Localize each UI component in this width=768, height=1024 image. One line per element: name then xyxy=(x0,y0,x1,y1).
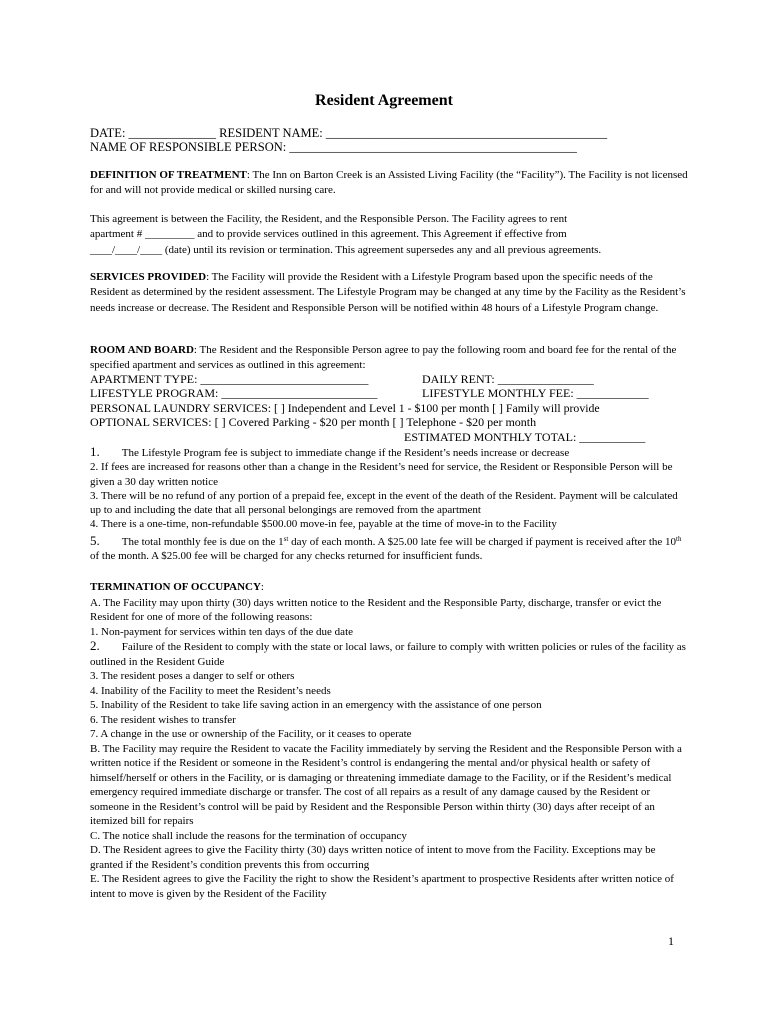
fee-term-5: 5. The total monthly fee is due on the 1st day of each month. A $25.00 late fee will be charged if payment is received after the 10th of the month. A $25.00 fee will be charged for any checks returned for insufficient funds. xyxy=(90,532,682,563)
definition-section xyxy=(90,168,690,199)
agreement-section xyxy=(90,212,690,258)
room-board-text: : The Resident and the Responsible Person agree to pay the following room and board fee for the rental of the specified apartment and services as outlined in this agreement: xyxy=(90,344,677,371)
termination-clause-d: D. The Resident agrees to give the Facility thirty (30) days written notice of intent to move from the Facility. Exceptions may be granted if the Resident’s condition prevents this from occurring xyxy=(90,844,656,871)
services-heading: SERVICES PROVIDED xyxy=(90,271,207,283)
termination-clause-c: C. The notice shall include the reasons for the termination of occupancy xyxy=(90,829,407,842)
document-title: Resident Agreement xyxy=(315,92,453,109)
termination-clause-b: B. The Facility may require the Resident to vacate the Facility immediately by serving the Resident and the Responsible Person with a written notice if the Resident or someone in the Resident’s control is endangering the mental and/or physical health or safety of himself/herself or others in the Facility, or is damaging or threatening immediate damage to the Facility, or if the Resident’s medical emergency required immediate discharge or transfer. The cost of all repairs as a result of any damage caused by the Resident or someone in the Resident’s control will be paid by Resident and the Responsible Person within thirty (30) days after receipt of an itemized bill for repairs xyxy=(90,742,682,827)
termination-reason-7: 7. A change in the use or ownership of the Facility, or it ceases to operate xyxy=(90,728,412,740)
room-board-heading: ROOM AND BOARD xyxy=(90,344,194,356)
services-section xyxy=(90,270,690,316)
page-number: 1 xyxy=(668,934,674,948)
agreement-line-3: ____/____/____ (date) until its revision or termination. This agreement supersedes any and all previous agreements. xyxy=(90,243,602,256)
lifestyle-monthly-fee-field: LIFESTYLE MONTHLY FEE: ____________ xyxy=(422,386,649,401)
personal-laundry-services-line: PERSONAL LAUNDRY SERVICES: [ ] Independent and Level 1 - $100 per month [ ] Family will provide xyxy=(90,400,600,415)
definition-heading: DEFINITION OF TREATMENT xyxy=(90,169,247,181)
estimated-monthly-total-field: ESTIMATED MONTHLY TOTAL: ___________ xyxy=(404,429,646,444)
termination-clause-a: A. The Facility may upon thirty (30) days written notice to the Resident and the Responsible Party, discharge, transfer or evict the Resident for one of more of the following reasons: xyxy=(90,596,662,623)
termination-reason-5: 5. Inability of the Resident to take life saving action in an emergency with the assistance of one person xyxy=(90,699,542,711)
fee-terms-list xyxy=(90,445,690,563)
definition-text: : The Inn on Barton Creek is an Assisted Living Facility (the “Facility”). The Facility is not licensed for and will not provide medical or skilled nursing care. xyxy=(90,169,688,197)
termination-reason-4: 4. Inability of the Facility to meet the Resident’s needs xyxy=(90,684,331,697)
termination-heading: TERMINATION OF OCCUPANCY xyxy=(90,581,261,593)
daily-rent-field: DAILY RENT: ________________ xyxy=(422,372,594,386)
fee-form xyxy=(90,372,690,444)
fee-term-1: 1. The Lifestyle Program fee is subject to immediate change if the Resident’s needs increase or decrease xyxy=(90,444,570,459)
apartment-type-field: APARTMENT TYPE: ____________________________ xyxy=(90,372,369,386)
termination-reason-3: 3. The resident poses a danger to self or others xyxy=(90,670,295,682)
termination-reason-1: 1. Non-payment for services within ten days of the due date xyxy=(90,625,354,638)
room-board-section xyxy=(90,343,690,372)
services-text: : The Facility will provide the Resident with a Lifestyle Program based upon the specific needs of the Resident as determined by the resident assessment. The Lifestyle Program may be changed at any time by the Facility as the Resident’s needs increase or decrease. The Resident and Responsible Person will be notified within 48 hours of a Lifestyle Program change. xyxy=(90,271,686,314)
fee-term-4: 4. There is a one-time, non-refundable $500.00 move-in fee, payable at the time of move-in to the Facility xyxy=(90,518,557,531)
fee-term-3: 3. There will be no refund of any portion of a prepaid fee, except in the event of the death of the Resident. Payment will be calculated up to and including the date that all personal belongings are removed from the apartment xyxy=(90,489,678,517)
agreement-line-1: This agreement is between the Facility, the Resident, and the Responsible Person. The Facility agrees to rent xyxy=(90,213,568,225)
agreement-line-2: apartment # _________ and to provide services outlined in this agreement. This Agreement if effective from xyxy=(90,228,567,241)
header-date-resident-line: DATE: ______________ RESIDENT NAME: _____________________________________________ xyxy=(90,126,608,140)
termination-clause-e: E. The Resident agrees to give the Facility the right to show the Resident’s apartment to prospective Residents after written notice of intent to move is given by the Resident of the Facility xyxy=(90,873,674,900)
termination-section: TERMINATION OF OCCUPANCY: A. The Facility may upon thirty (30) days written notice to the Resident and the Responsible Party, discharge, transfer or evict the Resident for one of more of the following reasons: 1. Non-payment for services within ten days of the due date 2. Failure of the Resident to comply with the state or local laws, or failure to comply with written policies or rules of the facility as outlined in the Resident Guide 3. The resident poses a danger to self or others 4. Inability of the Facility to meet the Resident’s needs 5. Inability of the Resident to take life saving action in an emergency with the assistance of one person 6. The resident wishes to transfer 7. A change in the use or ownership of the Facility, or it ceases to operate B. The Facility may require the Resident to vacate the Facility immediately by serving the Resident and the Responsible Person with a written notice if the Resident or someone in the Resident’s control is endangering the mental and/or physical health or safety of himself/herself or others in the Facility, or is damaging or threatening immediate damage to the Facility, or if the Resident’s medical emergency required immediate discharge or transfer. The cost of all repairs as a result of any damage caused by the Resident or someone in the Resident’s control will be paid by Resident and the Responsible Person within thirty (30) days after receipt of an itemized bill for repairs C. The notice shall include the reasons for the termination of occupancy D. The Resident agrees to give the Facility thirty (30) days written notice of intent to move from the Facility. Exceptions may be granted if the Resident’s condition prevents this from occurring E. The Resident agrees to give the Facility the right to show the Resident’s apartment to prospective Residents after written notice of intent to move is given by the Resident of the Facility xyxy=(90,580,690,901)
termination-reason-2: 2. Failure of the Resident to comply with the state or local laws, or failure to comply with written policies or rules of the facility as outlined in the Resident Guide xyxy=(90,638,686,668)
optional-services-line: OPTIONAL SERVICES: [ ] Covered Parking - $20 per month [ ] Telephone - $20 per month xyxy=(90,415,537,430)
termination-reason-6: 6. The resident wishes to transfer xyxy=(90,713,236,726)
lifestyle-program-field: LIFESTYLE PROGRAM: __________________________ xyxy=(90,386,378,401)
header-responsible-person-line: NAME OF RESPONSIBLE PERSON: ______________________________________________ xyxy=(90,140,577,154)
fee-term-2: 2. If fees are increased for reasons other than a change in the Resident’s need for service, the Resident or Responsible Person will be given a 30 day written notice xyxy=(90,461,673,488)
